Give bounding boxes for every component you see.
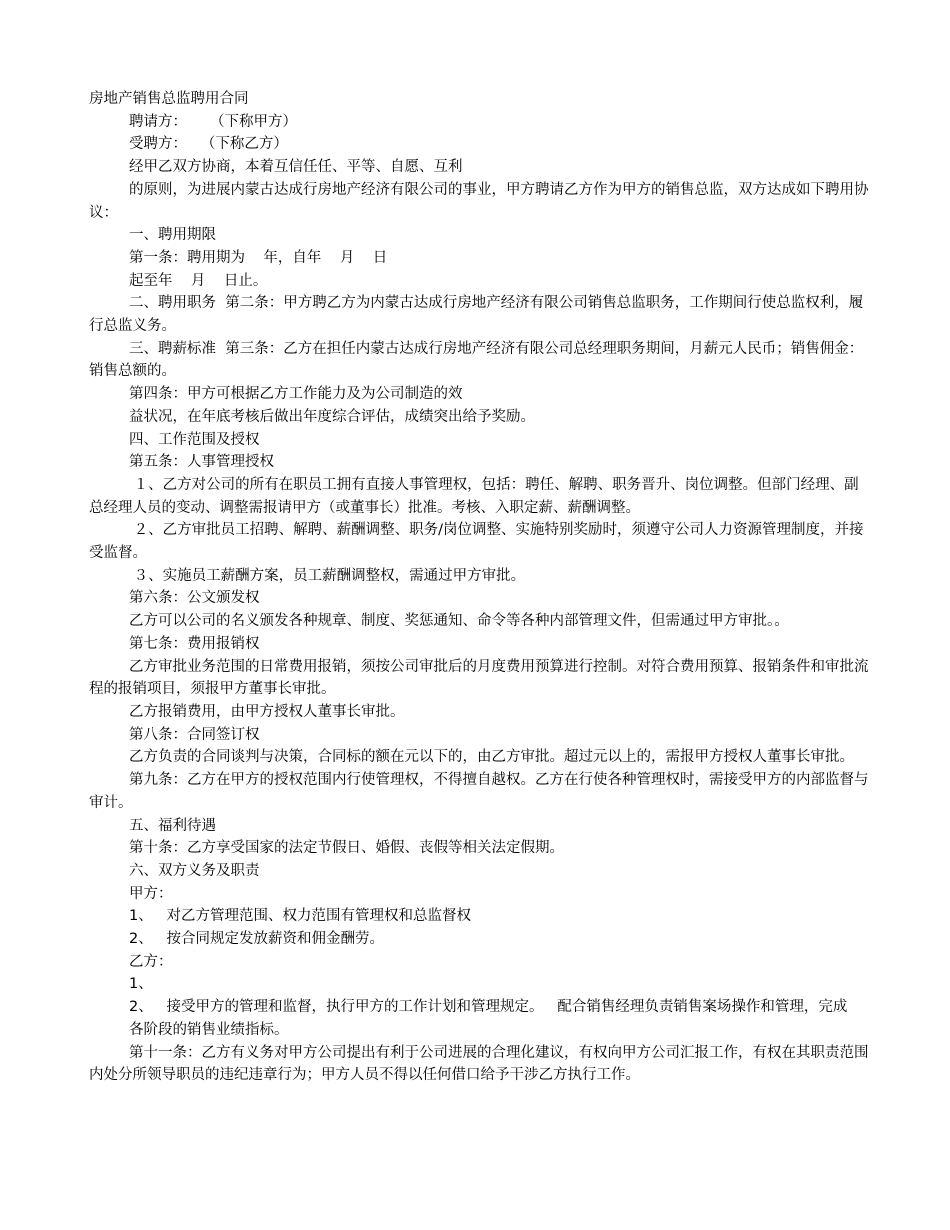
contract-paragraph: 经甲乙双方协商，本着互信任任、平等、自愿、互利 (129, 159, 463, 176)
contract-paragraph: 第十条：乙方享受国家的法定节假日、婚假、丧假等相关法定假期。 (129, 840, 564, 857)
contract-paragraph: 起至年 月 日止。 (129, 272, 268, 289)
contract-paragraph: 乙方审批业务范围的日常费用报销，须按公司审批后的月度费用预算进行控制。对符合费用预算、报销条件和审批流程的报销项目，须报甲方董事长审批。 (89, 658, 869, 698)
contract-paragraph: 乙方可以公司的名义颁发各种规章、制度、奖惩通知、命令等各种内部管理文件，但需通过甲方审批。。 (129, 613, 789, 630)
contract-paragraph: 一、聘用期限 (129, 227, 216, 244)
contract-paragraph: 三、聘薪标准 第三条：乙方在担任内蒙古达成行房地产经济有限公司总经理职务期间，月薪元人民币；销售佣金：销售总额的。 (89, 340, 864, 380)
contract-paragraph: 1、 对乙方管理范围、权力范围有管理权和总监督权 (129, 908, 472, 925)
contract-paragraph: 第十一条：乙方有义务对甲方公司提出有利于公司进展的合理化建议，有权向甲方公司汇报工作，有权在其职责范围内处分所领导职员的违纪违章行为；甲方人员不得以任何借口给予干涉乙方执行工作。 (89, 1044, 869, 1084)
contract-paragraph: 乙方报销费用，由甲方授权人董事长审批。 (129, 703, 405, 720)
contract-paragraph: 第八条：合同签订权 (129, 726, 260, 743)
contract-paragraph: 益状况，在年底考核后做出年度综合评估，成绩突出给予奖励。 (129, 408, 535, 425)
contract-paragraph: 二、聘用职务 第二条：甲方聘乙方为内蒙古达成行房地产经济有限公司销售总监职务，工作期间行使总监权利，履行总监义务。 (89, 295, 864, 335)
contract-paragraph: 的原则，为进展内蒙古达成行房地产经济有限公司的事业，甲方聘请乙方作为甲方的销售总监，双方达成如下聘用协议： (89, 181, 869, 221)
document-body (89, 88, 871, 1087)
contract-paragraph: 第七条：费用报销权 (129, 635, 260, 652)
contract-paragraph: 甲方： (129, 885, 173, 902)
contract-paragraph: 第一条：聘用期为 年，自年 月 日 (129, 249, 388, 266)
contract-paragraph: ２、乙方审批员工招聘、解聘、薪酬调整、职务/岗位调整、实施特别奖励时，须遵守公司人力资源管理制度，并接受监督。 (89, 522, 864, 562)
contract-paragraph: 四、工作范围及授权 (129, 431, 260, 448)
contract-paragraph: 乙方负责的合同谈判与决策，合同标的额在元以下的，由乙方审批。超过元以上的，需报甲方授权人董事长审批。 (129, 749, 854, 766)
contract-paragraph: 1、 (129, 976, 153, 993)
contract-paragraph: 受聘方： （下称乙方） (129, 136, 288, 153)
contract-paragraph: １、乙方对公司的所有在职员工拥有直接人事管理权，包括：聘任、解聘、职务晋升、岗位调整。但部门经理、副总经理人员的变动、调整需报请甲方（或董事长）批准。考核、入职定薪、薪酬调整。 (89, 476, 859, 516)
contract-paragraph: 第四条：甲方可根据乙方工作能力及为公司制造的效 (129, 386, 463, 403)
contract-paragraph: 各阶段的销售业绩指标。 (129, 1021, 289, 1038)
contract-paragraph: 聘请方： （下称甲方） (129, 113, 298, 130)
document-title: 房地产销售总监聘用合同 (89, 91, 249, 107)
contract-paragraph: 第六条：公文颁发权 (129, 590, 260, 607)
contract-paragraph: 2、 按合同规定发放薪资和佣金酬劳。 (129, 931, 385, 948)
contract-paragraph: 第五条：人事管理授权 (129, 454, 274, 471)
contract-paragraph: 六、双方义务及职责 (129, 862, 260, 879)
contract-paragraph: ３、实施员工薪酬方案，员工薪酬调整权，需通过甲方审批。 (129, 567, 526, 584)
contract-paragraph: 五、福利待遇 (129, 817, 216, 834)
contract-paragraph: 乙方： (129, 953, 173, 970)
contract-paragraph: 2、 接受甲方的管理和监督，执行甲方的工作计划和管理规定。 配合销售经理负责销售案场操作和管理，完成 (129, 999, 848, 1016)
contract-paragraph: 第九条：乙方在甲方的授权范围内行使管理权，不得擅自越权。乙方在行使各种管理权时，需接受甲方的内部监督与审计。 (89, 772, 869, 811)
